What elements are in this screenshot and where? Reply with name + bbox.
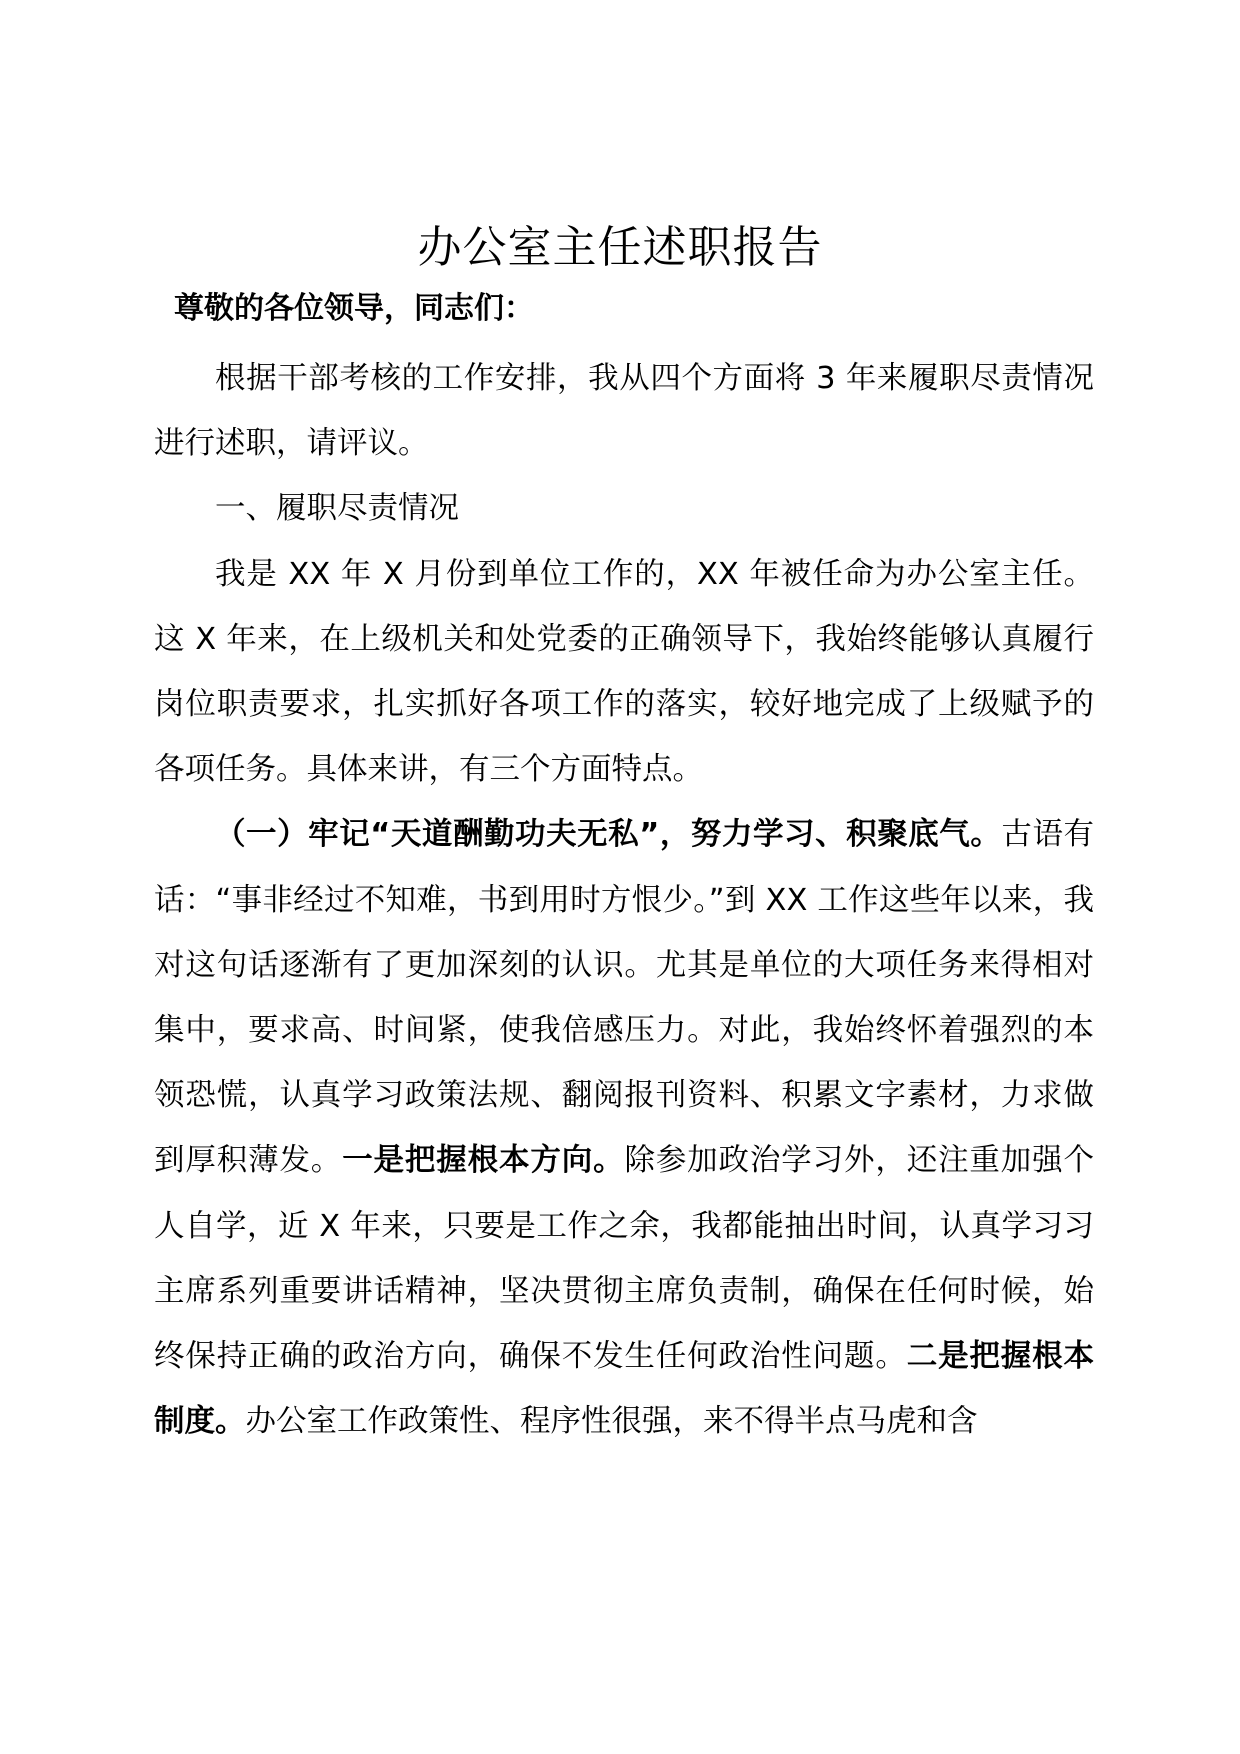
document-title: 办公室主任述职报告 (417, 222, 823, 273)
section-heading: 一、履职尽责情况 (215, 491, 459, 527)
subsection-heading: （一）牢记“天道酬勤功夫无私”，努力学习、积聚底气。 (215, 817, 1002, 853)
intro-paragraph: 根据干部考核的工作安排，我从四个方面将 3 年来履职尽责情况进行述职，请评议。 (154, 361, 1094, 462)
subsection-paragraph (154, 802, 1094, 1454)
point-one-text: 除参加政治学习外，还注重加强个人自学，近 X 年来，只要是工作之余，我都能抽出时间，认真学习习主席系列重要讲话精神，坚决贯彻主席负责制，确保在任何时候，始终保持正确的政治方向，确保不发生任何政治性问题。 (154, 1143, 1095, 1375)
document-body (154, 346, 1094, 1454)
salutation: 尊敬的各位领导，同志们： (174, 291, 534, 326)
section-paragraph: 我是 XX 年 X 月份到单位工作的，XX 年被任命为办公室主任。这 X 年来，在上级机关和处党委的正确领导下，我始终能够认真履行岗位职责要求，扎实抓好各项工作的落实，较好地完成了上级赋予的各项任务。具体来讲，有三个方面特点。 (154, 556, 1094, 788)
point-two-text: 办公室工作政策性、程序性很强，来不得半点马虎和含 (245, 1404, 978, 1440)
point-one-label: 一是把握根本方向。 (342, 1143, 625, 1179)
point-two-label: 二是把握根本制度。 (154, 1339, 1095, 1440)
subsection-text: 古语有话：“事非经过不知难，书到用时方恨少。”到 XX 工作这些年以来，我对这句话逐渐有了更加深刻的认识。尤其是单位的大项任务来得相对集中，要求高、时间紧，使我倍感压力。对此，我始终怀着强烈的本领恐慌，认真学习政策法规、翻阅报刊资料、积累文字素材，力求做到厚积薄发。 (154, 817, 1095, 1179)
